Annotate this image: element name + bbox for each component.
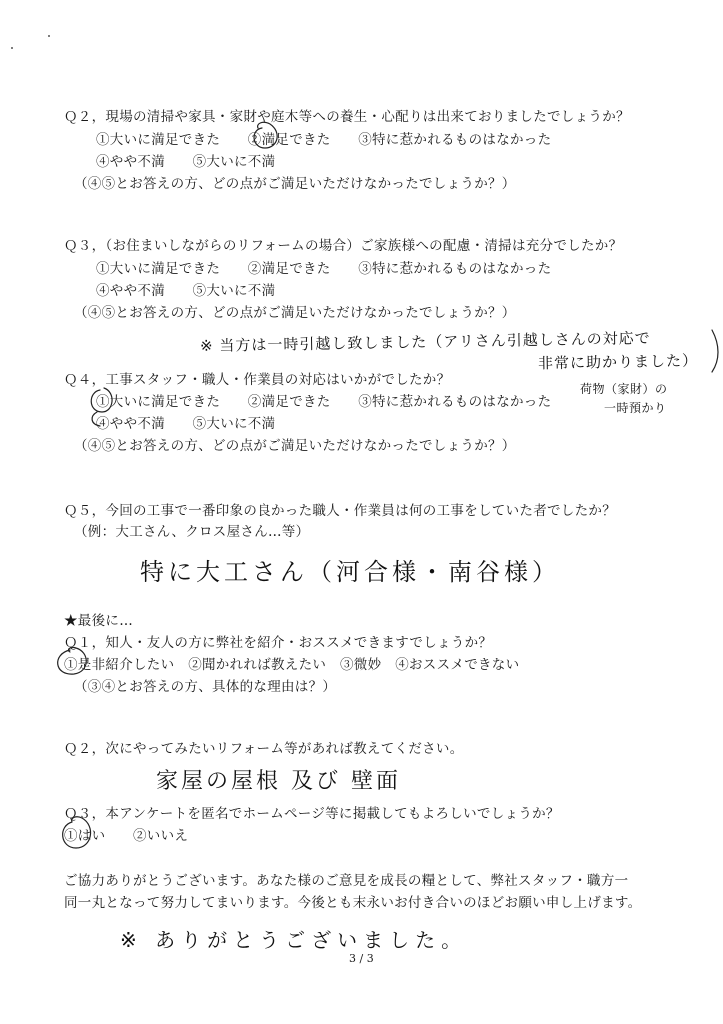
q3-handwritten-comment-cont: 非常に助かりました） xyxy=(537,351,699,373)
q2-options-row2: ④やや不満 ⑤大いに不満 xyxy=(96,154,276,170)
q2-followup: （④⑤とお答えの方、どの点がご満足いただけなかったでしょうか？） xyxy=(74,176,516,192)
q3-comment-bracket xyxy=(712,330,718,372)
q5-handwritten-answer: 特に大工さん（河合様・南谷様） xyxy=(140,558,560,586)
final-q1-question: Ｑ１，知人・友人の方に弊社を紹介・おススメできますでしょうか？ xyxy=(64,635,493,651)
q5-question: Ｑ５，今回の工事で一番印象の良かった職人・作業員は何の工事をしていた者でしたか？ xyxy=(64,503,616,519)
q2-question: Ｑ２，現場の清掃や家具・家財や庭木等への養生・心配りは出来ておりましたでしょうか？ xyxy=(64,109,630,125)
page-number: 3 / 3 xyxy=(349,952,374,965)
final-q3-question: Ｑ３，本アンケートを匿名でホームページ等に掲載してもよろしいでしょうか？ xyxy=(64,806,560,822)
final-q1-followup: （③④とお答えの方、具体的な理由は？） xyxy=(74,679,337,695)
final-q2-question: Ｑ２，次にやってみたいリフォーム等があれば教えてください。 xyxy=(64,741,464,757)
closing-line-2: 同一丸となって努力してまいります。今後とも末永いお付き合いのほどお願い申し上げます。 xyxy=(64,895,642,911)
final-q3-options: ①はい ②いいえ xyxy=(64,828,189,844)
final-q1-options: ①是非紹介したい ②聞かれれば教えたい ③微妙 ④おススメできない xyxy=(64,657,520,673)
q3-question: Ｑ３，（お住まいしながらのリフォームの場合）ご家族様への配慮・清掃は充分でしたか？ xyxy=(64,238,623,254)
scan-speck xyxy=(11,47,13,49)
final-q2-handwritten-answer: 家屋の屋根 及び 壁面 xyxy=(156,769,401,794)
scan-speck xyxy=(48,35,50,37)
closing-handwritten-thanks: ※ ありがとうございました。 xyxy=(120,928,468,952)
q3-options-row2: ④やや不満 ⑤大いに不満 xyxy=(96,283,276,299)
q4-options-row2: ④やや不満 ⑤大いに不満 xyxy=(96,416,276,432)
q4-followup: （④⑤とお答えの方、どの点がご満足いただけなかったでしょうか？） xyxy=(74,438,516,454)
q3-handwritten-comment: ※ 当方は一時引越し致しました（アリさん引越しさんの対応で xyxy=(199,329,651,355)
q4-handwritten-note-cont: 一時預かり xyxy=(604,401,667,415)
q5-example: （例：大工さん、クロス屋さん…等） xyxy=(74,524,310,540)
q3-options-row1: ①大いに満足できた ②満足できた ③特に惹かれるものはなかった xyxy=(96,261,552,277)
q4-question: Ｑ４，工事スタッフ・職人・作業員の対応はいかがでしたか？ xyxy=(64,372,451,388)
q2-options-row1: ①大いに満足できた ②満足できた ③特に惹かれるものはなかった xyxy=(96,132,552,148)
final-heading: ★最後に… xyxy=(64,613,133,629)
closing-line-1: ご協力ありがとうございます。あなた様のご意見を成長の糧として、弊社スタッフ・職方一 xyxy=(64,873,629,889)
q3-followup: （④⑤とお答えの方、どの点がご満足いただけなかったでしょうか？） xyxy=(74,305,516,321)
q4-options-row1: ①大いに満足できた ②満足できた ③特に惹かれるものはなかった xyxy=(96,394,552,410)
q4-handwritten-note: 荷物（家財）の xyxy=(580,382,668,396)
